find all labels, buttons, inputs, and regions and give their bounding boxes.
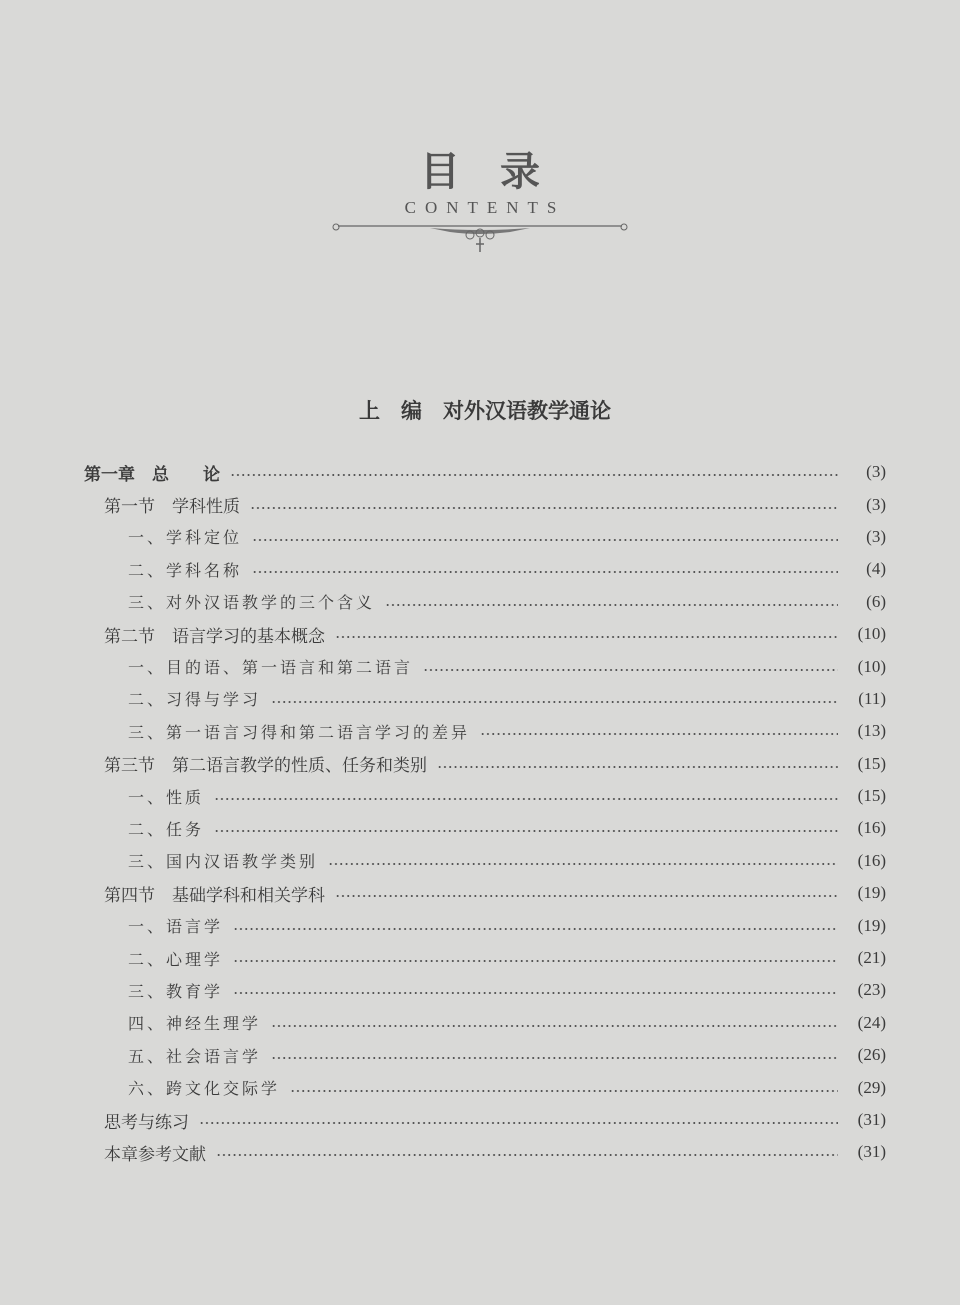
toc-entry bbox=[84, 1039, 886, 1071]
toc-entry bbox=[84, 683, 886, 715]
toc-entry bbox=[84, 715, 886, 747]
toc-entry-label: 二、心理学 bbox=[128, 949, 224, 969]
toc-entry-page: (26) bbox=[857, 1045, 886, 1065]
toc-entry bbox=[84, 748, 886, 780]
toc-entry-label: 一、学科定位 bbox=[128, 528, 243, 548]
toc-entry bbox=[84, 1136, 886, 1168]
toc-entry-page: (3) bbox=[866, 494, 886, 514]
toc-entry-page: (4) bbox=[866, 559, 886, 579]
toc-entry-label: 第四节 基础学科和相关学科 bbox=[104, 885, 325, 906]
toc-entry-page: (16) bbox=[857, 818, 886, 838]
toc-entry-page: (11) bbox=[858, 688, 886, 708]
toc-entry bbox=[84, 845, 886, 877]
toc-entry-label: 思考与练习 bbox=[104, 1112, 189, 1133]
dot-leader bbox=[252, 571, 838, 573]
toc-entry-label: 三、国内汉语教学类别 bbox=[128, 852, 319, 872]
dot-leader bbox=[214, 798, 838, 800]
toc-entry-label: 本章参考文献 bbox=[104, 1144, 206, 1165]
toc-entry bbox=[84, 1104, 886, 1136]
toc-entry-page: (21) bbox=[857, 948, 886, 968]
dot-leader bbox=[335, 895, 838, 897]
dot-leader bbox=[271, 1057, 838, 1059]
toc-entry bbox=[84, 974, 886, 1006]
toc-entry-page: (23) bbox=[857, 980, 886, 1000]
toc-entry-page: (31) bbox=[857, 1110, 886, 1129]
toc-entry-label: 六、跨文化交际学 bbox=[128, 1079, 281, 1099]
toc-entry-label: 二、习得与学习 bbox=[128, 690, 262, 710]
part-heading: 上 编 对外汉语教学通论 bbox=[359, 398, 611, 423]
dot-leader bbox=[233, 960, 838, 962]
toc-entry-page: (19) bbox=[857, 915, 886, 935]
dot-leader bbox=[252, 539, 838, 541]
dot-leader bbox=[271, 701, 838, 703]
toc-entry-page: (6) bbox=[866, 591, 886, 611]
toc-entry-page: (15) bbox=[857, 786, 886, 806]
dot-leader bbox=[328, 863, 838, 865]
dot-leader bbox=[250, 507, 838, 509]
toc-entry bbox=[84, 942, 886, 974]
dot-leader bbox=[233, 928, 838, 930]
toc-entry bbox=[84, 650, 886, 682]
toc-entry bbox=[84, 586, 886, 618]
toc-entry-page: (15) bbox=[857, 753, 886, 773]
toc-entry-page: (10) bbox=[857, 624, 886, 644]
dot-leader bbox=[214, 830, 838, 832]
dot-leader bbox=[230, 474, 838, 476]
toc-entry-label: 三、第一语言习得和第二语言学习的差异 bbox=[128, 722, 471, 742]
dot-leader bbox=[290, 1090, 838, 1092]
toc-entry-label: 四、神经生理学 bbox=[128, 1014, 262, 1034]
toc-entry bbox=[84, 877, 886, 909]
toc-entry bbox=[84, 812, 886, 844]
dot-leader bbox=[233, 992, 838, 994]
toc-entry-label: 第三节 第二语言教学的性质、任务和类别 bbox=[104, 756, 427, 777]
toc-entry-label: 第一章 总 论 bbox=[84, 464, 220, 485]
toc-entry-page: (19) bbox=[857, 883, 886, 903]
toc-entry bbox=[84, 780, 886, 812]
dot-leader bbox=[271, 1025, 838, 1027]
toc-entry-label: 一、性质 bbox=[128, 787, 205, 807]
dot-leader bbox=[423, 669, 838, 671]
toc-entry-page: (29) bbox=[857, 1077, 886, 1097]
toc-entry-page: (31) bbox=[857, 1142, 886, 1162]
dot-leader bbox=[335, 636, 838, 638]
toc-entry-page: (16) bbox=[857, 850, 886, 870]
page-subtitle: CONTENTS bbox=[404, 198, 566, 217]
dot-leader bbox=[216, 1154, 838, 1156]
dot-leader bbox=[480, 733, 838, 735]
dot-leader bbox=[437, 766, 838, 768]
toc-entry-label: 第一节 学科性质 bbox=[104, 497, 240, 518]
toc-entry-label: 五、社会语言学 bbox=[128, 1046, 262, 1066]
toc-entry bbox=[84, 553, 886, 585]
toc-entry-label: 二、学科名称 bbox=[128, 560, 243, 580]
toc-entry-label: 一、目的语、第一语言和第二语言 bbox=[128, 658, 414, 678]
toc-entry-page: (13) bbox=[857, 721, 886, 741]
toc-entry-page: (10) bbox=[857, 656, 886, 676]
toc-entry bbox=[84, 1071, 886, 1103]
ornament-divider-icon bbox=[330, 218, 630, 258]
toc-entry-page: (24) bbox=[857, 1012, 886, 1032]
toc-entry-label: 三、对外汉语教学的三个含义 bbox=[128, 593, 376, 613]
toc-entry-label: 三、教育学 bbox=[128, 981, 224, 1001]
toc-entry bbox=[84, 909, 886, 941]
toc-entry-label: 第二节 语言学习的基本概念 bbox=[104, 626, 325, 647]
toc-entry bbox=[84, 521, 886, 553]
toc-entry bbox=[84, 456, 886, 488]
toc-entry bbox=[84, 1007, 886, 1039]
page-title: 目录 bbox=[420, 148, 580, 195]
toc-entry bbox=[84, 618, 886, 650]
toc-entry-page: (3) bbox=[866, 462, 886, 482]
dot-leader bbox=[385, 604, 838, 606]
toc-entry-label: 二、任务 bbox=[128, 819, 205, 839]
table-of-contents bbox=[84, 456, 886, 1169]
dot-leader bbox=[199, 1122, 838, 1124]
toc-entry bbox=[84, 488, 886, 520]
toc-entry-page: (3) bbox=[866, 526, 886, 546]
toc-entry-label: 一、语言学 bbox=[128, 917, 224, 937]
